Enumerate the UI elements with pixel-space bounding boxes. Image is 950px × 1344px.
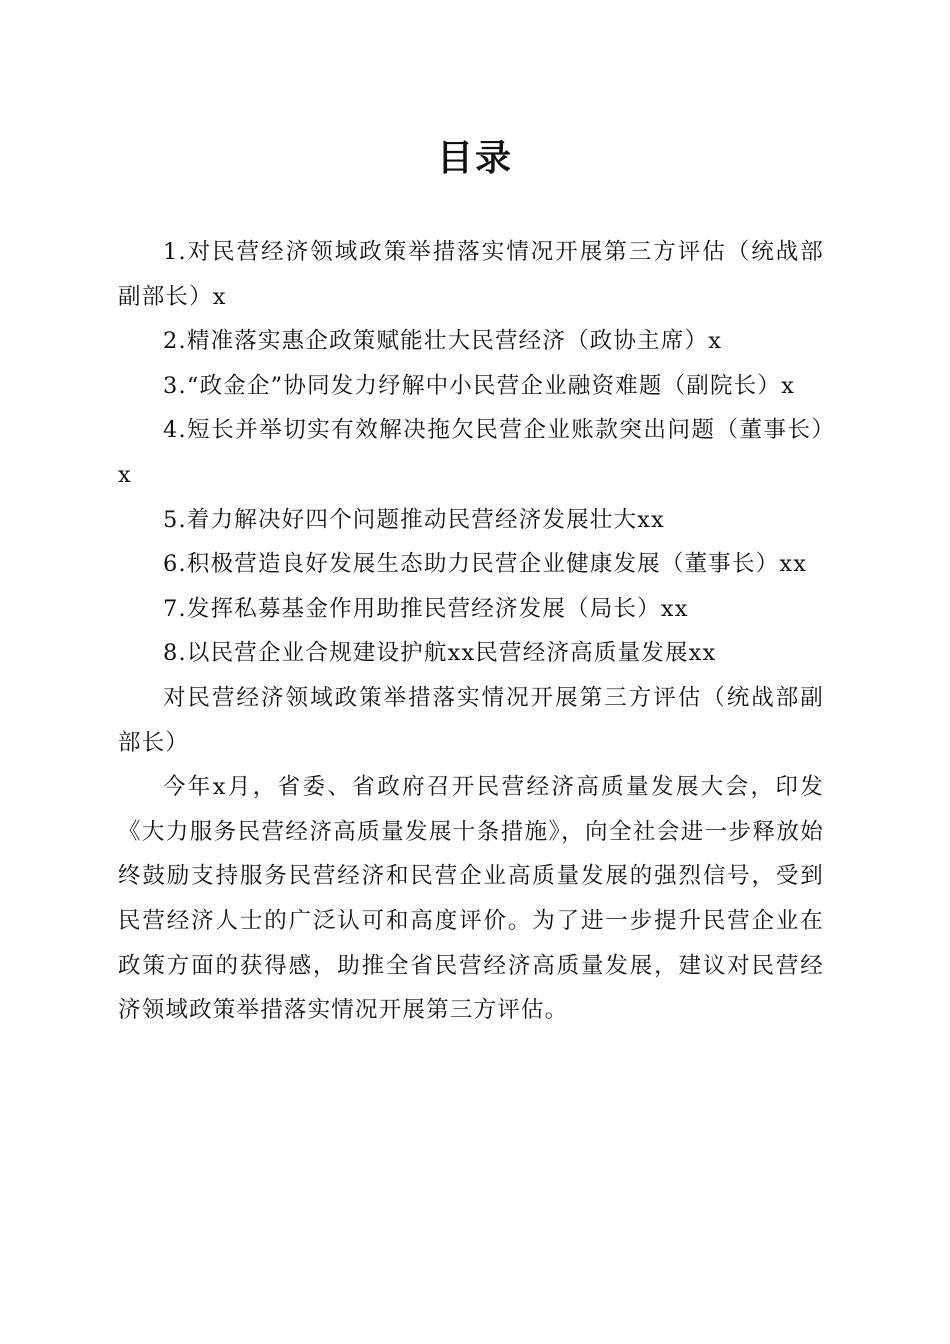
document-content bbox=[118, 230, 824, 1033]
toc-item-8: 8.以民营企业合规建设护航xx民营经济高质量发展xx bbox=[163, 640, 717, 667]
toc-item-2: 2.精准落实惠企政策赋能壮大民营经济（政协主席）x bbox=[163, 328, 723, 355]
toc-item-6: 6.积极营造良好发展生态助力民营企业健康发展（董事长）xx bbox=[163, 551, 808, 578]
toc-item-1: 1.对民营经济领域政策举措落实情况开展第三方评估（统战部副部长）x bbox=[118, 239, 824, 310]
document-title: 目录 bbox=[436, 137, 513, 179]
body-paragraph: 今年x月，省委、省政府召开民营经济高质量发展大会，印发《大力服务民营经济高质量发展十条措施》，向全社会进一步释放始终鼓励支持服务民营经济和民营企业高质量发展的强烈信号，受到民营经济人士的广泛认可和高度评价。为了进一步提升民营企业在政策方面的获得感，助推全省民营经济高质量发展，建议对民营经济领域政策举措落实情况开展第三方评估。 bbox=[118, 774, 824, 1024]
toc-item-7: 7.发挥私募基金作用助推民营经济发展（局长）xx bbox=[163, 595, 689, 622]
section-heading: 对民营经济领域政策举措落实情况开展第三方评估（统战部副部长） bbox=[118, 684, 824, 756]
table-of-contents bbox=[118, 230, 824, 676]
toc-item-4: 4.短长并举切实有效解决拖欠民营企业账款突出问题（董事长）x bbox=[118, 417, 824, 488]
toc-item-5: 5.着力解决好四个问题推动民营经济发展壮大xx bbox=[163, 506, 665, 533]
toc-item-3: 3.“政金企”协同发力纾解中小民营企业融资难题（副院长）x bbox=[163, 372, 795, 399]
